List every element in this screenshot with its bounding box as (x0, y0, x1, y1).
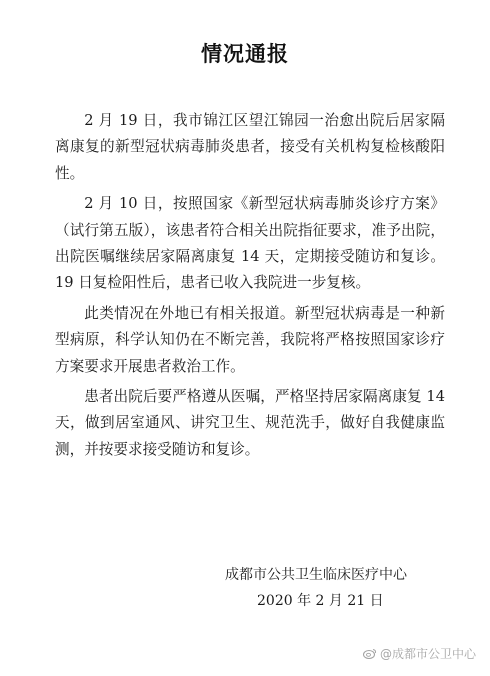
signature-date: 2020 年 2 月 21 日 (257, 593, 384, 609)
paragraph-2: 2 月 10 日，按照国家《新型冠状病毒肺炎诊疗方案》（试行第五版），该患者符合相关出院指征要求，准予出院，出院医嘱继续居家隔离康复 14 天，定期接受随访和复诊。19 日复检阳性后，患者已收入我院进一步复核。 (55, 195, 445, 292)
watermark-text: @成都市公卫中心 (379, 647, 476, 661)
paragraph-4: 患者出院后要严格遵从医嘱，严格坚持居家隔离康复 14 天，做到居室通风、讲究卫生、规范洗手，做好自我健康监测，并按要求接受随访和复诊。 (55, 388, 445, 458)
weibo-watermark (363, 645, 476, 662)
weibo-icon (363, 648, 377, 659)
signature-block (225, 562, 445, 614)
signature-organization: 成都市公共卫生临床医疗中心 (225, 567, 407, 583)
paragraph-3: 此类情况在外地已有相关报道。新型冠状病毒是一种新型病原，科学认知仍在不断完善，我院将严格按照国家诊疗方案要求开展患者救治工作。 (55, 304, 445, 375)
document-body (55, 108, 445, 467)
paragraph-1: 2 月 19 日，我市锦江区望江锦园一治愈出院后居家隔离康复的新型冠状病毒肺炎患者，接受有关机构复检核酸阳性。 (55, 112, 445, 182)
document-title: 情况通报 (201, 42, 289, 66)
